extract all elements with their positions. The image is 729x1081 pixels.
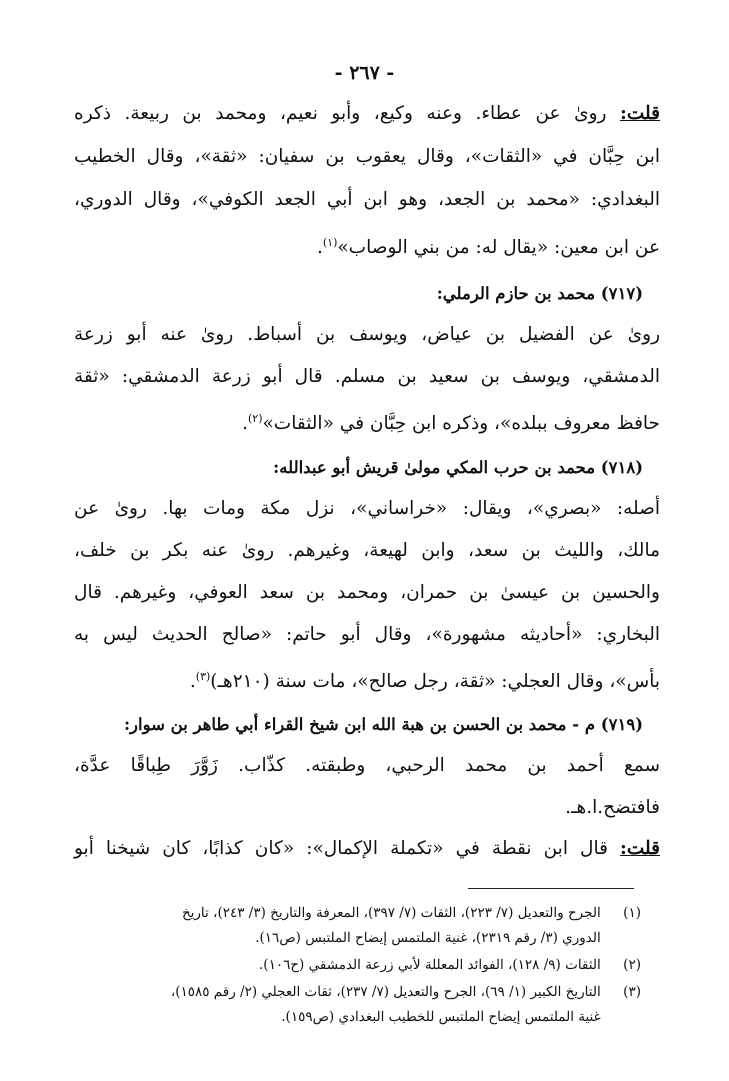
text-span: رویٰ عن عطاء. وعنه وكيع، وأبو نعيم، ومحمد بن ربيعة. ذكره: [74, 103, 607, 124]
paragraph-line: رویٰ عن الفضيل بن عياض، ويوسف بن أسباط. رویٰ عنه أبو زرعة: [74, 324, 660, 345]
paragraph-line: والحسين بن عيسیٰ بن حمران، ومحمد بن سعد العوفي، وغيرهم. قال: [74, 582, 660, 603]
footnote-ref[interactable]: (١): [322, 236, 338, 249]
footnote-3-cont: [75, 1007, 641, 1028]
paragraph-line: مالك، والليث بن سعد، وابن لهيعة، وغيرهم. رویٰ عنه بكر بن خلف،: [74, 540, 660, 561]
footnote-separator: [468, 888, 634, 889]
footnote-text: غنية الملتمس إيضاح الملتبس للخطيب البغدادي (ص١٥٩).: [281, 1009, 601, 1025]
paragraph-line: البخاري: «أحاديثه مشهورة»، وقال أبو حاتم: «صالح الحديث ليس به: [74, 624, 660, 645]
footnote-number: (٣): [623, 984, 641, 1000]
paragraph-line: [74, 101, 660, 127]
punctuation: .: [242, 413, 248, 435]
footnote-text: الدوري (٣/ رقم ٢٣١٩)، غنية الملتمس إيضاح الملتبس (ص١٦).: [255, 930, 601, 946]
paragraph-line: البغدادي: «محمد بن الجعد، وهو ابن أبي الجعد الكوفي»، وقال الدوري،: [74, 189, 660, 210]
footnote-1: [75, 903, 641, 924]
footnote-3: [75, 982, 641, 1003]
footnote-ref[interactable]: (٢): [247, 412, 263, 425]
entry-heading: (٧١٩) م - محمد بن الحسن بن هبة الله ابن شيخ القراء أبي طاهر بن سوار:: [123, 715, 643, 734]
paragraph-line: [74, 664, 660, 695]
paragraph-line: [74, 230, 660, 261]
footnote-2: [75, 955, 641, 976]
punctuation: .: [316, 237, 323, 259]
paragraph-line: سمع أحمد بن محمد الرحبي، وطبقته. كذّاب. زَوَّرَ طِباقًا عدَّة،: [74, 755, 660, 776]
footnote-1-cont: [75, 928, 641, 949]
text-span: حافظ معروف ببلده»، وذكره ابن حِبَّان في «الثقات»: [262, 413, 660, 435]
note-label: قلت:: [620, 103, 660, 124]
text-span: بأس»، وقال العجلي: «ثقة، رجل صالح»، مات سنة (٢١٠هـ): [210, 671, 660, 693]
paragraph-line: أصله: «بصري»، ويقال: «خراساني»، نزل مكة ومات بها. رویٰ عن: [74, 498, 660, 519]
paragraph-line: الدمشقي، ويوسف بن سعيد بن مسلم. قال أبو زرعة الدمشقي: «ثقة: [74, 366, 660, 387]
note-label: قلت:: [620, 838, 661, 859]
footnote-number: (١): [623, 905, 641, 921]
footnote-text: الجرح والتعديل (٧/ ٢٢٣)، الثقات (٧/ ٣٩٧)، المعرفة والتاريخ (٣/ ٢٤٣)، تاريخ: [181, 905, 601, 921]
footnote-text: التاريخ الكبير (١/ ٦٩)، الجرح والتعديل (٧/ ٢٣٧)، ثقات العجلي (٢/ رقم ١٥٨٥)،: [170, 984, 601, 1000]
footnote-text: الثقات (٩/ ١٢٨)، الفوائد المعللة لأبي زرعة الدمشقي (ح١٠٦).: [259, 957, 601, 973]
paragraph-line: [74, 836, 660, 862]
text-span: قال ابن نقطة في «تكملة الإكمال»: «كان كذابًا، كان شيخنا أبو: [74, 838, 608, 859]
paragraph-line: ابن حِبَّان في «الثقات»، وقال يعقوب بن سفيان: «ثقة»، وقال الخطيب: [74, 146, 660, 167]
page-number: - ٢٦٧ -: [334, 62, 395, 84]
paragraph-line: [74, 406, 660, 437]
paragraph-line: فافتضح.ا.هـ.: [565, 797, 660, 818]
entry-heading: (٧١٧) محمد بن حازم الرملي:: [436, 284, 643, 303]
footnote-ref[interactable]: (٣): [195, 670, 211, 683]
punctuation: .: [189, 671, 196, 693]
entry-heading: (٧١٨) محمد بن حرب المكي مولیٰ قريش أبو عبدالله:: [273, 458, 643, 477]
footnote-number: (٢): [623, 957, 641, 973]
text-span: عن ابن معين: «يقال له: من بني الوصاب»: [337, 237, 660, 259]
